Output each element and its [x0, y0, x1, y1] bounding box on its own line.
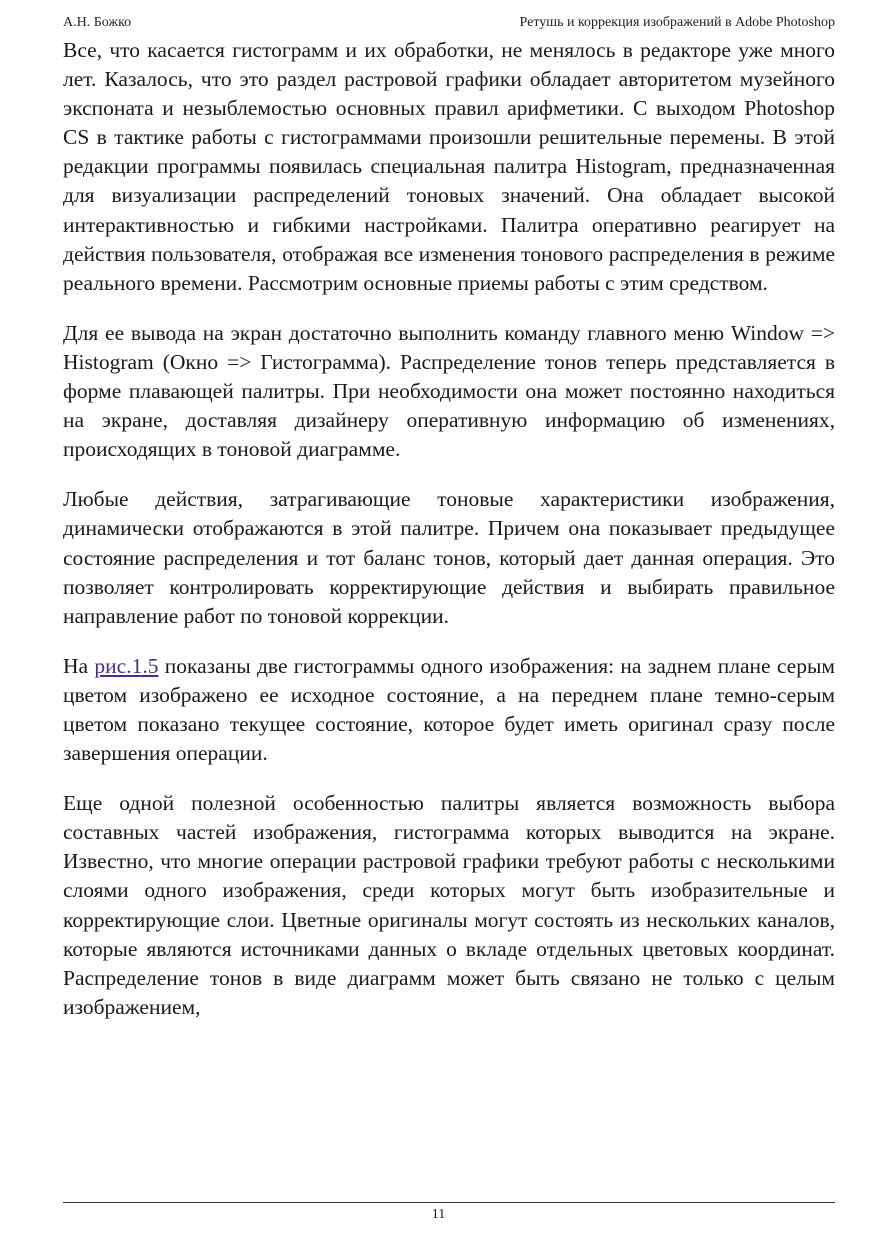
paragraph-5: Еще одной полезной особенностью палитры является возможность выбора составных частей изображения, гистограмма которых выводится на экране. Известно, что многие операции растровой графики требуют работы с несколькими слоями одного изображения, среди которых могут быть изобразительные и корректирующие слои. Цветные оригиналы могут состоять из нескольких каналов, которые являются источниками данных о вкладе отдельных цветовых координат. Распределение тонов в виде диаграмм может быть связано не только с целым изображением,: [63, 791, 835, 1019]
page-content: [63, 36, 835, 1022]
paragraph-4: [63, 652, 835, 768]
paragraph-1: Все, что касается гистограмм и их обработки, не менялось в редакторе уже много лет. Казалось, что это раздел растровой графики обладает авторитетом музейного экспоната и незыблемостью основных правил арифметики. С выходом Photoshop CS в тактике работы с гистограммами произошли решительные перемены. В этой редакции программы появилась специальная палитра Histogram, предназначенная для визуализации распределений тоновых значений. Она обладает высокой интерактивностью и гибкими настройками. Палитра оперативно реагирует на действия пользователя, отображая все изменения тонового распределения в режиме реального времени. Рассмотрим основные приемы работы с этим средством.: [63, 38, 835, 295]
figure-link[interactable]: рис.1.5: [94, 653, 159, 678]
header-author: А.Н. Божко: [63, 15, 132, 30]
footer-divider: [63, 1202, 835, 1203]
paragraph-4-prefix: На: [63, 653, 95, 678]
header-title: Ретушь и коррекция изображений в Adobe Photoshop: [519, 15, 835, 30]
page-header: [63, 15, 835, 33]
paragraph-3: Любые действия, затрагивающие тоновые характеристики изображения, динамически отображаются в этой палитре. Причем она показывает предыдущее состояние распределения и тот баланс тонов, который дает данная операция. Это позволяет контролировать корректирующие действия и выбирать правильное направление работ по тоновой коррекции.: [63, 487, 835, 628]
page-number: 11: [431, 1207, 446, 1222]
paragraph-2: Для ее вывода на экран достаточно выполнить команду главного меню Window => Histogram (Окно => Гистограмма). Распределение тонов теперь представляется в форме плавающей палитры. При необходимости она может постоянно находиться на экране, доставляя дизайнеру оперативную информацию об изменениях, происходящих в тоновой диаграмме.: [63, 320, 835, 462]
paragraph-4-text: показаны две гистограммы одного изображения: на заднем плане серым цветом изображено ее исходное состояние, а на переднем плане темно-серым цветом показано текущее состояние, которое будет иметь оригинал сразу после завершения операции.: [63, 653, 836, 766]
